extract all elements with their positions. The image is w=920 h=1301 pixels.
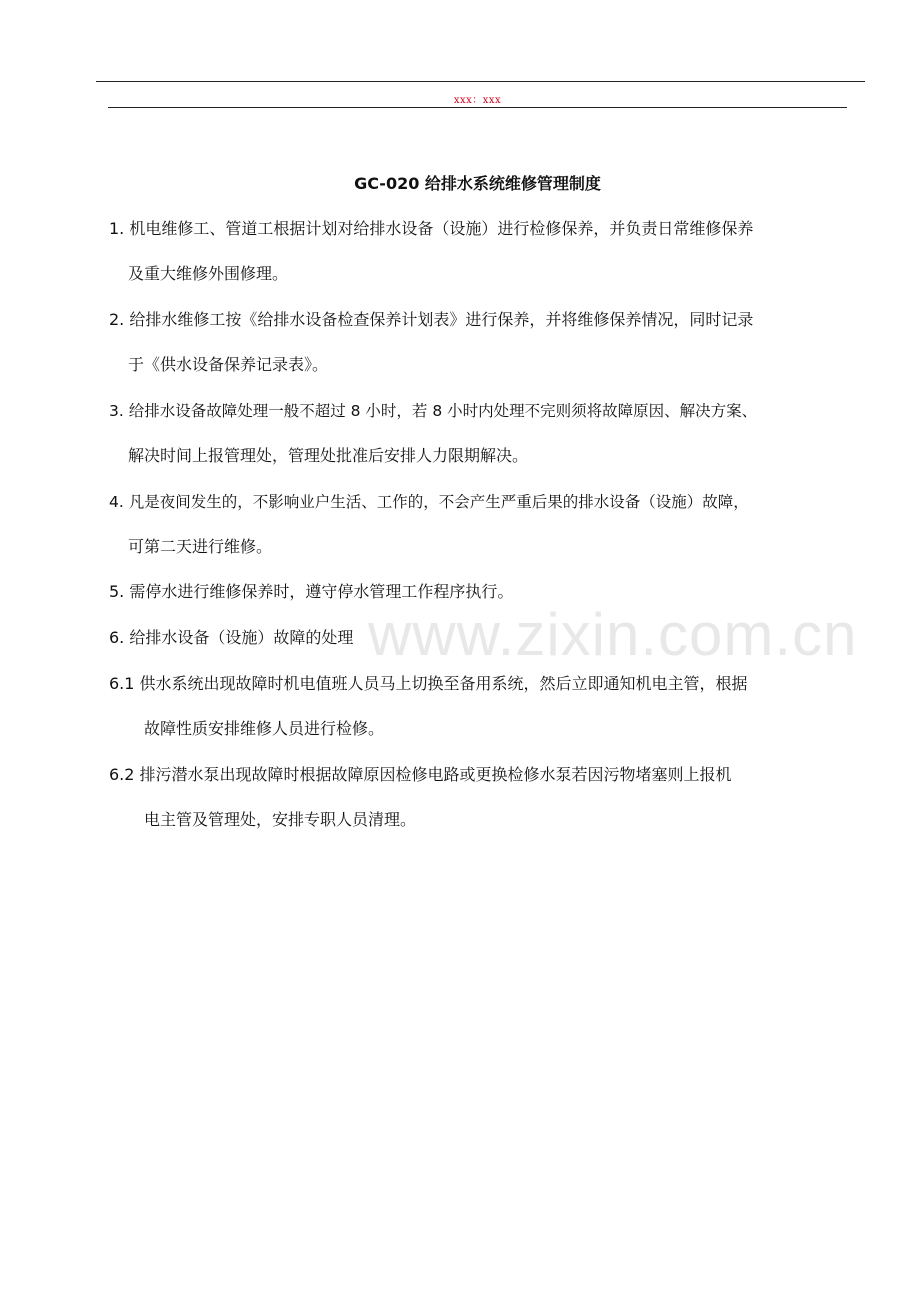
document-title: GC-020 给排水系统维修管理制度 xyxy=(354,174,601,193)
watermark: www.zixin.com.cn xyxy=(368,601,858,668)
item-4-line-2: 可第二天进行维修。 xyxy=(128,537,273,556)
item-1-line-1: 1. 机电维修工、管道工根据计划对给排水设备（设施）进行检修保养，并负责日常维修保养 xyxy=(109,219,754,238)
item-6-2-line-2: 电主管及管理处，安排专职人员清理。 xyxy=(144,810,417,829)
item-1-line-2: 及重大维修外围修理。 xyxy=(128,264,289,283)
item-2-line-1: 2. 给排水维修工按《给排水设备检查保养计划表》进行保养，并将维修保养情况，同时记录 xyxy=(109,310,754,329)
item-6-2-line-1: 6.2 排污潜水泵出现故障时根据故障原因检修电路或更换检修水泵若因污物堵塞则上报机 xyxy=(109,765,732,784)
header-rule-top xyxy=(96,81,865,82)
item-6-1-line-2: 故障性质安排维修人员进行检修。 xyxy=(144,719,385,738)
item-2-line-2: 于《供水设备保养记录表》。 xyxy=(128,355,329,374)
header-text: xxx：xxx xyxy=(453,95,502,106)
item-6-1-line-1: 6.1 供水系统出现故障时机电值班人员马上切换至备用系统，然后立即通知机电主管，根据 xyxy=(109,674,748,693)
item-5: 5. 需停水进行维修保养时，遵守停水管理工作程序执行。 xyxy=(109,582,514,601)
item-4-line-1: 4. 凡是夜间发生的，不影响业户生活、工作的，不会产生严重后果的排水设备（设施）故障， xyxy=(109,493,749,511)
item-3-line-1: 3. 给排水设备故障处理一般不超过 8 小时，若 8 小时内处理不完则须将故障原因、解决方案、 xyxy=(109,402,758,420)
item-3-line-2: 解决时间上报管理处，管理处批准后安排人力限期解决。 xyxy=(128,446,529,465)
item-6: 6. 给排水设备（设施）故障的处理 xyxy=(109,628,354,647)
header-rule-bottom xyxy=(108,107,847,108)
